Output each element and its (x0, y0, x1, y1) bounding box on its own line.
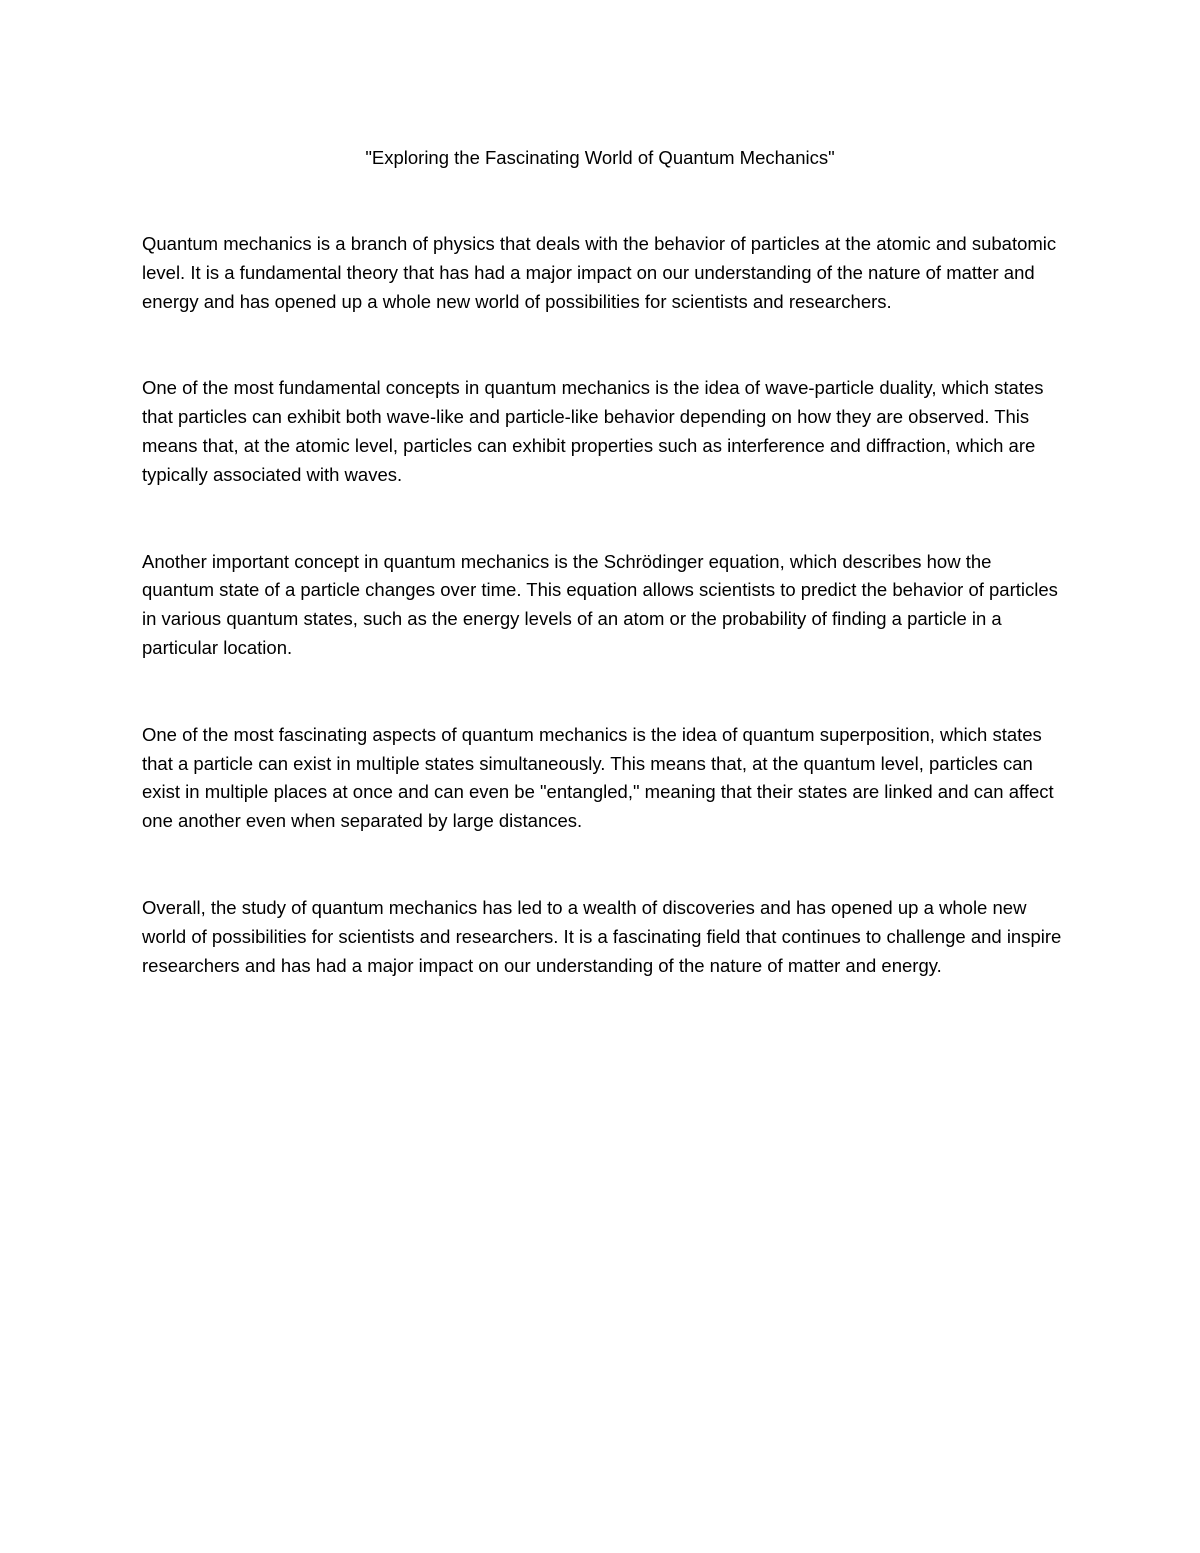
paragraph-intro: Quantum mechanics is a branch of physics that deals with the behavior of particles at the atomic and subatomic level. It is a fundamental theory that has had a major impact on our understanding of the nature of matter and energy and has opened up a whole new world of possibilities for scientists and researchers. (142, 233, 1057, 312)
document-body (142, 230, 1062, 1038)
paragraph-wave-particle-duality: One of the most fundamental concepts in quantum mechanics is the idea of wave-particle duality, which states that particles can exhibit both wave-like and particle-like behavior depending on how they are observed. This means that, at the atomic level, particles can exhibit properties such as interference and diffraction, which are typically associated with waves. (142, 377, 1044, 485)
paragraph-conclusion: Overall, the study of quantum mechanics has led to a wealth of discoveries and has opened up a whole new world of possibilities for scientists and researchers. It is a fascinating field that continues to challenge and inspire researchers and has had a major impact on our understanding of the nature of matter and energy. (142, 896, 1062, 976)
paragraph-superposition: One of the most fascinating aspects of quantum mechanics is the idea of quantum superposition, which states that a particle can exist in multiple states simultaneously. This means that, at the quantum level, particles can exist in multiple places at once and can even be "entangled," meaning that their states are linked and can affect one another even when separated by large distances. (142, 723, 1054, 832)
document-title: "Exploring the Fascinating World of Quantum Mechanics" (365, 147, 835, 168)
paragraph-schrodinger-equation: Another important concept in quantum mechanics is the Schrödinger equation, which describes how the quantum state of a particle changes over time. This equation allows scientists to predict the behavior of particles in various quantum states, such as the energy levels of an atom or the probability of finding a particle in a particular location. (142, 550, 1058, 658)
